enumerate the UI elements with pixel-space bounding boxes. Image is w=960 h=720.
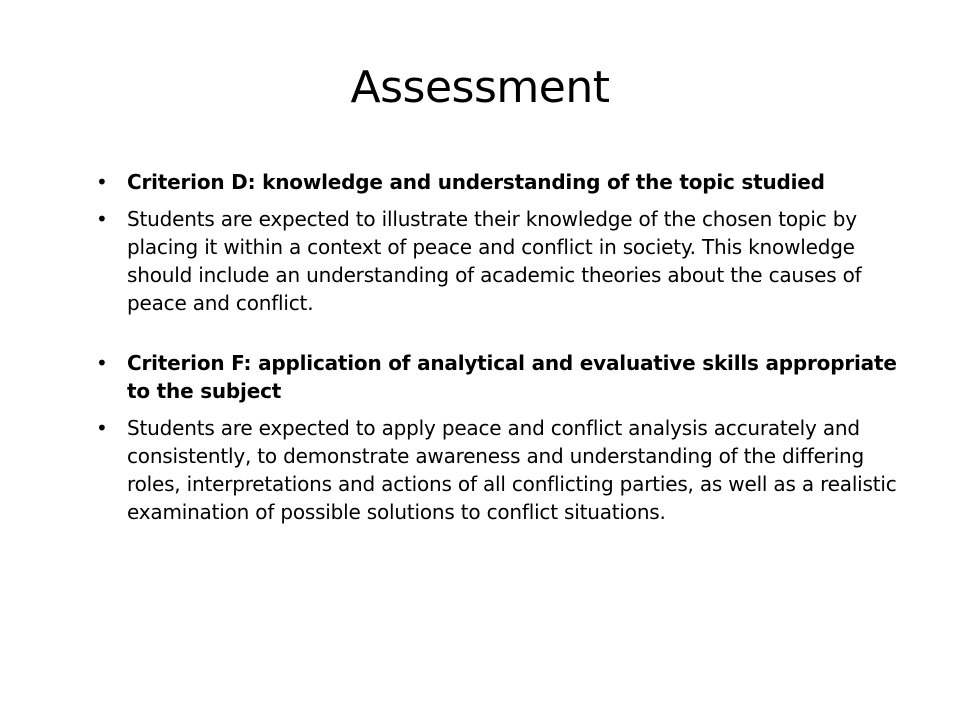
bullet-text: Students are expected to apply peace and conflict analysis accurately and consistently, to demonstrate awareness and understanding of the differing roles, interpretations and actions of all conflicting parties, as well as a realistic examination of possible solutions to conflict situations. bbox=[127, 416, 897, 524]
bullet-criterion-d-description bbox=[96, 205, 916, 317]
slide-body bbox=[96, 168, 916, 535]
bullet-dot-icon: • bbox=[96, 351, 108, 375]
bullet-text: Criterion F: application of analytical and evaluative skills appropriate to the subject bbox=[127, 351, 897, 403]
bullet-criterion-f-heading bbox=[96, 349, 916, 405]
bullet-criterion-d-heading bbox=[96, 168, 916, 196]
bullet-dot-icon: • bbox=[96, 170, 108, 194]
bullet-text: Criterion D: knowledge and understanding of the topic studied bbox=[127, 170, 825, 194]
bullet-text: Students are expected to illustrate their knowledge of the chosen topic by placing it within a context of peace and conflict in society. This knowledge should include an understanding of academic theories about the causes of peace and conflict. bbox=[127, 207, 862, 315]
bullet-criterion-f-description bbox=[96, 414, 916, 526]
bullet-dot-icon: • bbox=[96, 416, 108, 440]
slide-title: Assessment bbox=[350, 62, 610, 113]
bullet-dot-icon: • bbox=[96, 207, 108, 231]
